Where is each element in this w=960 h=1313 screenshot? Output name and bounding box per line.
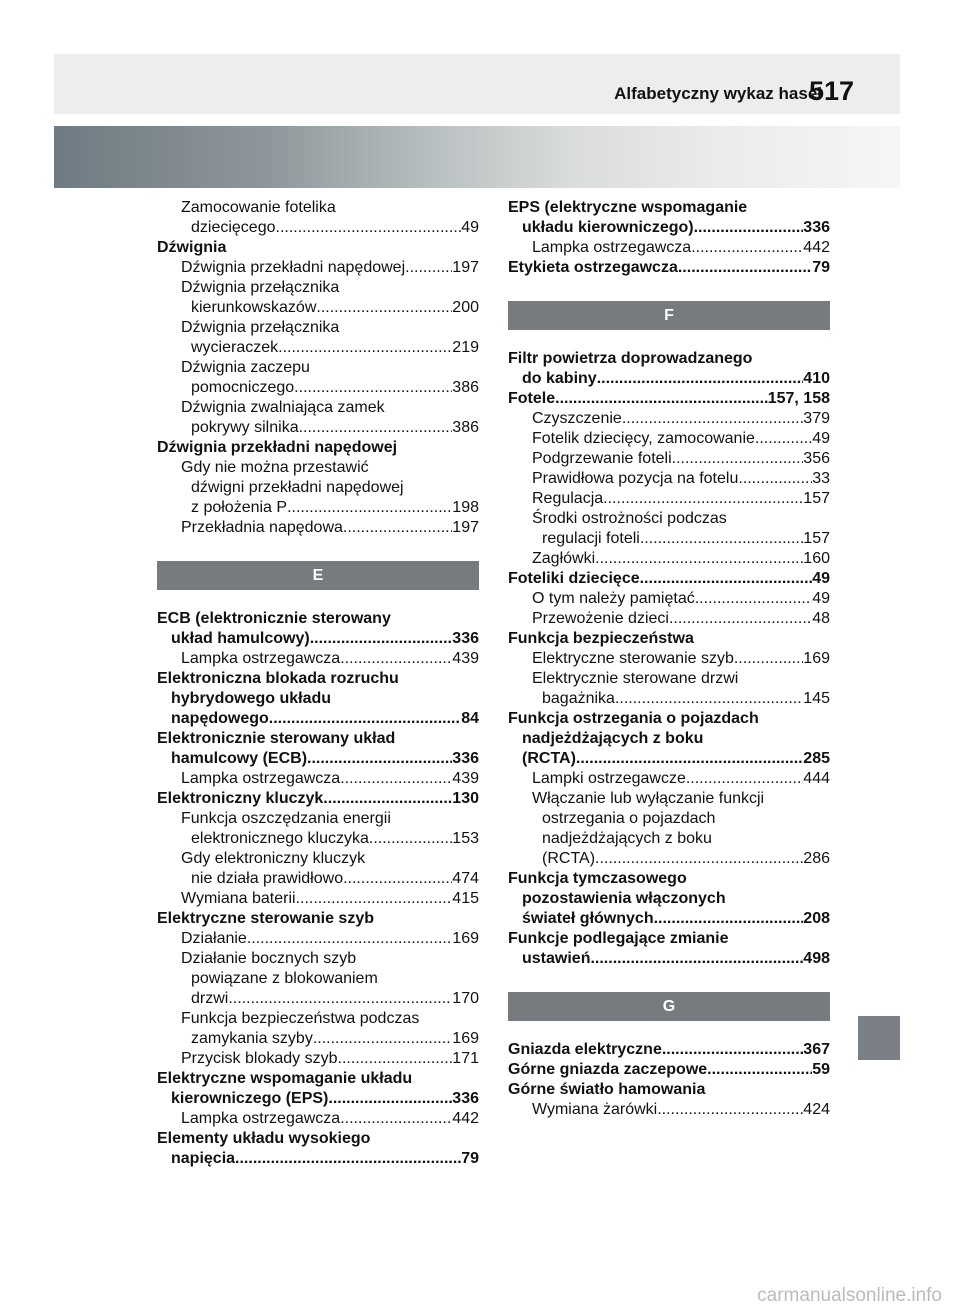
entry-label: napięcia: [171, 1150, 236, 1167]
dot-leader: [695, 589, 812, 609]
entry-label: Dźwignia zwalniająca zamek: [181, 399, 385, 416]
entry-label: układu kierowniczego): [522, 219, 694, 236]
entry-label: Elektryczne sterowanie szyb: [157, 910, 374, 927]
entry-label: Gniazda elektryczne: [508, 1041, 662, 1058]
index-sub-entry: [157, 969, 479, 989]
entry-page-number: 336: [803, 219, 830, 236]
entry-label: Działanie: [181, 930, 247, 947]
entry-label: powiązane z blokowaniem: [191, 970, 378, 987]
index-main-entry: [508, 1080, 830, 1100]
entry-page-number: 160: [803, 550, 830, 567]
entry-label: nadjeżdżających z boku: [522, 730, 704, 747]
entry-label: bagażnika: [542, 690, 615, 707]
dot-leader: [276, 218, 462, 238]
dot-leader: [338, 1049, 453, 1069]
entry-page-number: 169: [803, 650, 830, 667]
dot-leader: [299, 418, 453, 438]
entry-page-number: 197: [452, 259, 479, 276]
entry-label: napędowego: [171, 710, 269, 727]
entry-label: Lampka ostrzegawcza: [181, 1110, 341, 1127]
dot-leader: [755, 429, 812, 449]
entry-label: (RCTA): [522, 750, 576, 767]
dot-leader: [369, 829, 452, 849]
index-sub-entry: [157, 358, 479, 378]
index-main-entry: [508, 569, 830, 589]
entry-label: Wymiana żarówki: [532, 1101, 658, 1118]
entry-page-number: 410: [803, 370, 830, 387]
entry-label: dziecięcego: [191, 219, 276, 236]
dot-leader: [296, 889, 453, 909]
index-sub-entry: [157, 518, 479, 538]
entry-label: Przewożenie dzieci: [532, 610, 669, 627]
entry-label: Elementy układu wysokiego: [157, 1130, 371, 1147]
entry-page-number: 386: [452, 419, 479, 436]
entry-label: Funkcje podlegające zmianie: [508, 930, 729, 947]
index-main-entry: [157, 1069, 479, 1089]
decorative-gradient-band: [54, 126, 900, 188]
section-letter-header: G: [508, 992, 830, 1021]
entry-page-number: 49: [812, 570, 830, 587]
entry-label: O tym należy pamiętać: [532, 590, 695, 607]
entry-page-number: 153: [452, 830, 479, 847]
dot-leader: [310, 629, 453, 649]
dot-leader: [738, 469, 812, 489]
entry-label: świateł głównych: [522, 910, 654, 927]
entry-label: Regulacja: [532, 490, 604, 507]
entry-label: Lampki ostrzegawcze: [532, 770, 686, 787]
entry-label: Funkcja tymczasowego: [508, 870, 687, 887]
entry-label: Dźwignia przełącznika: [181, 319, 340, 336]
section-letter-header: E: [157, 561, 479, 590]
entry-page-number: 336: [452, 1090, 479, 1107]
index-sub-entry: [508, 529, 830, 549]
index-main-entry: [157, 669, 479, 689]
index-sub-entry: [508, 429, 830, 449]
entry-page-number: 197: [452, 519, 479, 536]
index-sub-entry: [508, 509, 830, 529]
index-main-entry: [157, 749, 479, 769]
entry-label: ECB (elektronicznie sterowany: [157, 610, 391, 627]
entry-label: Gdy elektroniczny kluczyk: [181, 850, 366, 867]
index-sub-entry: [157, 338, 479, 358]
section-letter-header: F: [508, 301, 830, 330]
entry-label: Etykieta ostrzegawcza: [508, 259, 678, 276]
index-sub-entry: [508, 409, 830, 429]
index-sub-entry: [157, 418, 479, 438]
entry-label: Gdy nie można przestawić: [181, 459, 369, 476]
entry-page-number: 498: [803, 950, 830, 967]
index-main-entry: [508, 369, 830, 389]
index-sub-entry: [157, 398, 479, 418]
entry-page-number: 285: [803, 750, 830, 767]
entry-page-number: 219: [452, 339, 479, 356]
index-main-entry: [157, 1129, 479, 1149]
index-sub-entry: [157, 458, 479, 478]
dot-leader: [269, 709, 461, 729]
entry-label: do kabiny: [522, 370, 597, 387]
entry-label: dźwigni przekładni napędowej: [191, 479, 404, 496]
entry-label: Lampka ostrzegawcza: [181, 650, 341, 667]
index-sub-entry: [157, 649, 479, 669]
entry-page-number: 157: [803, 490, 830, 507]
index-main-entry: [157, 629, 479, 649]
dot-leader: [707, 1060, 812, 1080]
index-main-entry: [508, 869, 830, 889]
entry-label: (RCTA): [542, 850, 596, 867]
dot-leader: [343, 518, 452, 538]
dot-leader: [328, 1089, 452, 1109]
index-main-entry: [157, 789, 479, 809]
entry-page-number: 442: [452, 1110, 479, 1127]
entry-label: Dźwignia przekładni napędowej: [157, 439, 398, 456]
entry-page-number: 84: [461, 710, 479, 727]
section-spacer: [508, 969, 830, 992]
entry-page-number: 169: [452, 930, 479, 947]
index-main-entry: [157, 238, 479, 258]
entry-label: układ hamulcowy): [171, 630, 310, 647]
entry-label: Elektronicznie sterowany układ: [157, 730, 396, 747]
entry-label: Elektroniczna blokada rozruchu: [157, 670, 399, 687]
index-sub-entry: [508, 809, 830, 829]
index-sub-entry: [157, 1009, 479, 1029]
entry-page-number: 200: [452, 299, 479, 316]
index-main-entry: [157, 609, 479, 629]
entry-page-number: 474: [452, 870, 479, 887]
entry-page-number: 130: [452, 790, 479, 807]
dot-leader: [734, 649, 803, 669]
chapter-thumb-tab: [858, 1016, 900, 1060]
dot-leader: [669, 609, 812, 629]
index-sub-entry: [157, 498, 479, 518]
entry-page-number: 79: [461, 1150, 479, 1167]
entry-page-number: 59: [812, 1061, 830, 1078]
entry-label: Czyszczenie: [532, 410, 622, 427]
entry-page-number: 145: [803, 690, 830, 707]
index-sub-entry: [508, 669, 830, 689]
index-sub-entry: [157, 829, 479, 849]
entry-label: ustawień: [522, 950, 591, 967]
index-main-entry: [508, 949, 830, 969]
index-main-entry: [157, 438, 479, 458]
index-sub-entry: [157, 1049, 479, 1069]
entry-label: Funkcja oszczędzania energii: [181, 810, 391, 827]
entry-page-number: 444: [803, 770, 830, 787]
dot-leader: [576, 749, 803, 769]
index-sub-entry: [508, 469, 830, 489]
entry-page-number: 336: [452, 630, 479, 647]
entry-label: hybrydowego układu: [171, 690, 332, 707]
entry-page-number: 169: [452, 1030, 479, 1047]
entry-label: hamulcowy (ECB): [171, 750, 308, 767]
entry-label: Fotele: [508, 390, 556, 407]
index-sub-entry: [157, 849, 479, 869]
entry-page-number: 415: [452, 890, 479, 907]
dot-leader: [662, 1040, 803, 1060]
entry-page-number: 386: [452, 379, 479, 396]
index-main-entry: [508, 258, 830, 278]
entry-page-number: 49: [812, 590, 830, 607]
entry-page-number: 49: [461, 219, 479, 236]
index-main-entry: [157, 689, 479, 709]
section-spacer: [157, 590, 479, 609]
dot-leader: [340, 1109, 452, 1129]
index-sub-entry: [157, 1109, 479, 1129]
index-main-entry: [508, 749, 830, 769]
dot-leader: [654, 909, 804, 929]
entry-label: Lampka ostrzegawcza: [181, 770, 341, 787]
entry-label: Przycisk blokady szyb: [181, 1050, 338, 1067]
index-sub-entry: [508, 449, 830, 469]
dot-leader: [405, 258, 452, 278]
index-main-entry: [508, 929, 830, 949]
entry-page-number: 336: [452, 750, 479, 767]
dot-leader: [278, 338, 452, 358]
index-main-entry: [508, 729, 830, 749]
entry-label: Przekładnia napędowa: [181, 519, 343, 536]
dot-leader: [294, 378, 452, 398]
dot-leader: [603, 489, 803, 509]
entry-page-number: 442: [803, 239, 830, 256]
entry-page-number: 367: [803, 1041, 830, 1058]
entry-label: nadjeżdżających z boku: [542, 830, 712, 847]
index-main-entry: [508, 889, 830, 909]
page-number: 517: [808, 76, 854, 106]
index-main-entry: [508, 909, 830, 929]
entry-page-number: 170: [452, 990, 479, 1007]
dot-leader: [686, 769, 803, 789]
entry-page-number: 157, 158: [767, 390, 830, 407]
section-spacer: [508, 1021, 830, 1040]
index-main-entry: [508, 389, 830, 409]
index-sub-entry: [508, 609, 830, 629]
entry-label: Fotelik dziecięcy, zamocowanie: [532, 430, 755, 447]
index-sub-entry: [157, 809, 479, 829]
dot-leader: [316, 298, 452, 318]
dot-leader: [590, 949, 803, 969]
entry-label: Lampka ostrzegawcza: [532, 239, 692, 256]
entry-page-number: 286: [803, 850, 830, 867]
entry-page-number: 171: [452, 1050, 479, 1067]
index-sub-entry: [157, 889, 479, 909]
index-sub-entry: [157, 869, 479, 889]
index-sub-entry: [157, 258, 479, 278]
entry-label: Elektryczne sterowanie szyb: [532, 650, 734, 667]
entry-page-number: 79: [812, 259, 830, 276]
dot-leader: [287, 498, 452, 518]
entry-page-number: 439: [452, 770, 479, 787]
entry-label: kierowniczego (EPS): [171, 1090, 329, 1107]
entry-page-number: 49: [812, 430, 830, 447]
entry-label: kierunkowskazów: [191, 299, 317, 316]
index-sub-entry: [157, 929, 479, 949]
entry-page-number: 208: [803, 910, 830, 927]
entry-label: ostrzegania o pojazdach: [542, 810, 716, 827]
index-main-entry: [157, 1149, 479, 1169]
dot-leader: [691, 238, 803, 258]
entry-page-number: 379: [803, 410, 830, 427]
index-sub-entry: [508, 649, 830, 669]
entry-page-number: 439: [452, 650, 479, 667]
entry-label: pozostawienia włączonych: [522, 890, 726, 907]
index-sub-entry: [508, 1100, 830, 1120]
dot-leader: [307, 749, 452, 769]
index-sub-entry: [508, 829, 830, 849]
index-sub-entry: [508, 549, 830, 569]
entry-label: Zagłówki: [532, 550, 596, 567]
index-sub-entry: [157, 1029, 479, 1049]
dot-leader: [247, 929, 452, 949]
index-main-entry: [508, 629, 830, 649]
entry-label: Foteliki dziecięce: [508, 570, 640, 587]
footer-watermark: carmanualsonline.info: [757, 1285, 942, 1306]
entry-label: Środki ostrożności podczas: [532, 510, 727, 527]
index-sub-entry: [157, 378, 479, 398]
index-sub-entry: [508, 769, 830, 789]
entry-page-number: 33: [812, 470, 830, 487]
entry-label: Górne światło hamowania: [508, 1081, 706, 1098]
entry-label: z położenia P: [191, 499, 288, 516]
entry-label: Prawidłowa pozycja na fotelu: [532, 470, 739, 487]
index-sub-entry: [508, 789, 830, 809]
index-main-entry: [157, 729, 479, 749]
dot-leader: [672, 449, 804, 469]
entry-label: Dźwignia przełącznika: [181, 279, 340, 296]
dot-leader: [340, 649, 452, 669]
dot-leader: [615, 689, 803, 709]
dot-leader: [313, 1029, 452, 1049]
index-main-entry: [508, 198, 830, 218]
entry-label: nie działa prawidłowo: [191, 870, 344, 887]
entry-page-number: 48: [812, 610, 830, 627]
entry-label: Filtr powietrza doprowadzanego: [508, 350, 753, 367]
index-sub-entry: [157, 278, 479, 298]
dot-leader: [228, 989, 452, 1009]
index-sub-entry: [508, 689, 830, 709]
index-column-right: [508, 198, 830, 1120]
entry-label: Funkcja bezpieczeństwa: [508, 630, 694, 647]
entry-label: Dźwignia przekładni napędowej: [181, 259, 406, 276]
index-main-entry: [508, 1060, 830, 1080]
index-main-entry: [157, 909, 479, 929]
index-sub-entry: [508, 589, 830, 609]
entry-label: Elektroniczny kluczyk: [157, 790, 324, 807]
entry-label: Elektryczne wspomaganie układu: [157, 1070, 413, 1087]
running-header-title: Alfabetyczny wykaz haseł: [614, 84, 822, 103]
dot-leader: [595, 849, 803, 869]
entry-label: Dźwignia zaczepu: [181, 359, 310, 376]
entry-label: Działanie bocznych szyb: [181, 950, 357, 967]
index-sub-entry: [157, 989, 479, 1009]
index-main-entry: [157, 1089, 479, 1109]
entry-label: Zamocowanie fotelika: [181, 199, 336, 216]
entry-label: Górne gniazda zaczepowe: [508, 1061, 708, 1078]
index-sub-entry: [157, 198, 479, 218]
entry-page-number: 356: [803, 450, 830, 467]
entry-page-number: 424: [803, 1101, 830, 1118]
index-sub-entry: [157, 318, 479, 338]
dot-leader: [657, 1100, 803, 1120]
entry-label: Wymiana baterii: [181, 890, 296, 907]
dot-leader: [555, 389, 768, 409]
index-sub-entry: [508, 849, 830, 869]
index-main-entry: [508, 349, 830, 369]
dot-leader: [595, 549, 803, 569]
entry-label: Włączanie lub wyłączanie funkcji: [532, 790, 765, 807]
index-main-entry: [508, 1040, 830, 1060]
dot-leader: [640, 569, 813, 589]
entry-label: Podgrzewanie foteli: [532, 450, 672, 467]
entry-label: Funkcja bezpieczeństwa podczas: [181, 1010, 420, 1027]
section-spacer: [508, 330, 830, 349]
entry-label: EPS (elektryczne wspomaganie: [508, 199, 748, 216]
entry-label: regulacji foteli: [542, 530, 640, 547]
index-sub-entry: [157, 218, 479, 238]
dot-leader: [340, 769, 452, 789]
section-spacer: [157, 538, 479, 561]
entry-label: pokrywy silnika: [191, 419, 299, 436]
dot-leader: [235, 1149, 461, 1169]
index-sub-entry: [157, 769, 479, 789]
dot-leader: [678, 258, 812, 278]
index-sub-entry: [508, 238, 830, 258]
entry-label: Elektrycznie sterowane drzwi: [532, 670, 739, 687]
index-main-entry: [508, 218, 830, 238]
entry-page-number: 198: [452, 499, 479, 516]
entry-label: Dźwignia: [157, 239, 227, 256]
entry-label: elektronicznego kluczyka: [191, 830, 369, 847]
entry-label: Funkcja ostrzegania o pojazdach: [508, 710, 759, 727]
dot-leader: [640, 529, 803, 549]
dot-leader: [694, 218, 804, 238]
entry-label: wycieraczek: [191, 339, 279, 356]
dot-leader: [597, 369, 804, 389]
dot-leader: [323, 789, 452, 809]
dot-leader: [343, 869, 452, 889]
entry-label: pomocniczego: [191, 379, 295, 396]
entry-label: drzwi: [191, 990, 229, 1007]
index-column-left: [157, 198, 479, 1169]
entry-label: zamykania szyby: [191, 1030, 313, 1047]
index-main-entry: [508, 709, 830, 729]
index-sub-entry: [157, 949, 479, 969]
index-sub-entry: [508, 489, 830, 509]
section-spacer: [508, 278, 830, 301]
index-sub-entry: [157, 298, 479, 318]
entry-page-number: 157: [803, 530, 830, 547]
dot-leader: [622, 409, 803, 429]
index-main-entry: [157, 709, 479, 729]
index-sub-entry: [157, 478, 479, 498]
